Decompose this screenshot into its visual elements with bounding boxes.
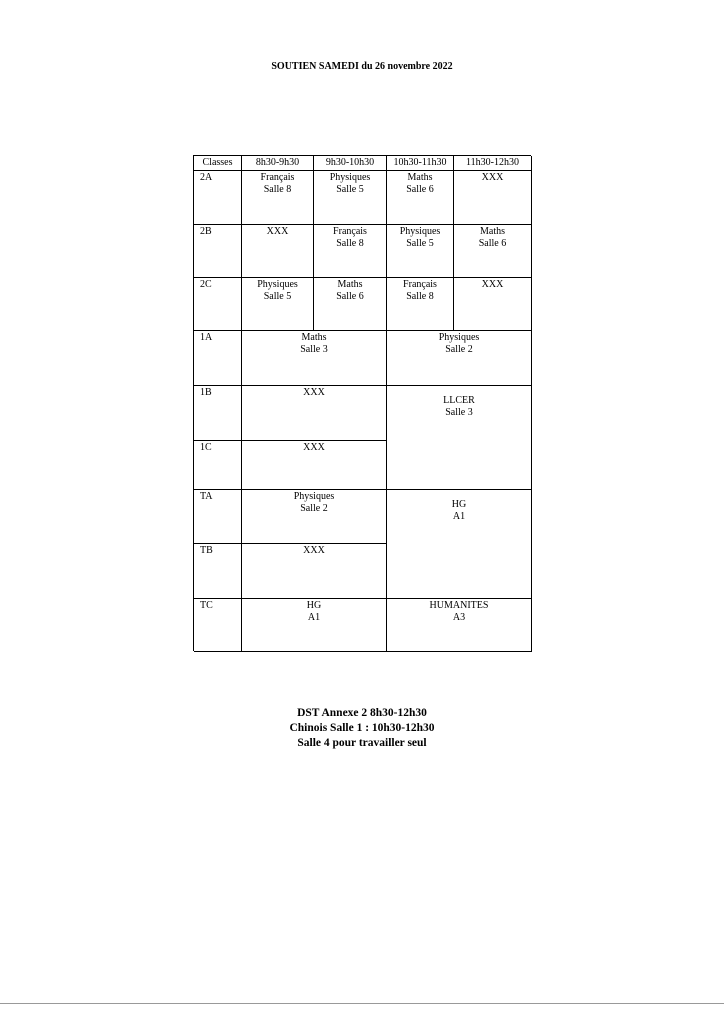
cell-tc-morning: HG A1 — [242, 599, 387, 652]
cell-2c-slot-4: XXX — [454, 278, 532, 331]
cell-2c-slot-2: Maths Salle 6 — [314, 278, 387, 331]
cell-2a-slot-3: Maths Salle 6 — [387, 171, 454, 225]
schedule-table — [193, 155, 531, 651]
header-classes: Classes — [194, 156, 242, 171]
class-label-ta: TA — [194, 490, 242, 544]
cell-2a-slot-4: XXX — [454, 171, 532, 225]
cell-tb-morning: XXX — [242, 544, 387, 599]
class-label-tb: TB — [194, 544, 242, 599]
footer-notes — [0, 706, 724, 751]
cell-1b-1c-late-morning: LLCER Salle 3 — [387, 386, 532, 490]
class-label-1c: 1C — [194, 441, 242, 490]
cell-2b-slot-4: Maths Salle 6 — [454, 225, 532, 278]
footer-salle-4: Salle 4 pour travailler seul — [297, 737, 427, 749]
cell-1b-morning: XXX — [242, 386, 387, 441]
cell-ta-morning: Physiques Salle 2 — [242, 490, 387, 544]
class-label-1a: 1A — [194, 331, 242, 386]
cell-2a-slot-2: Physiques Salle 5 — [314, 171, 387, 225]
cell-2c-slot-3: Français Salle 8 — [387, 278, 454, 331]
header-slot-4: 11h30-12h30 — [454, 156, 532, 171]
class-label-2b: 2B — [194, 225, 242, 278]
footer-dst: DST Annexe 2 8h30-12h30 — [297, 707, 427, 719]
class-label-tc: TC — [194, 599, 242, 652]
cell-2b-slot-1: XXX — [242, 225, 314, 278]
class-label-2c: 2C — [194, 278, 242, 331]
cell-2b-slot-2: Français Salle 8 — [314, 225, 387, 278]
cell-tc-late-morning: HUMANITES A3 — [387, 599, 532, 652]
cell-ta-tb-late-morning: HG A1 — [387, 490, 532, 599]
class-label-1b: 1B — [194, 386, 242, 441]
cell-2c-slot-1: Physiques Salle 5 — [242, 278, 314, 331]
cell-2b-slot-3: Physiques Salle 5 — [387, 225, 454, 278]
header-slot-1: 8h30-9h30 — [242, 156, 314, 171]
class-label-2a: 2A — [194, 171, 242, 225]
footer-chinois: Chinois Salle 1 : 10h30-12h30 — [289, 722, 435, 734]
header-slot-3: 10h30-11h30 — [387, 156, 454, 171]
page-bottom-rule — [0, 1003, 724, 1004]
cell-1a-late-morning: Physiques Salle 2 — [387, 331, 532, 386]
document-title: SOUTIEN SAMEDI du 26 novembre 2022 — [271, 61, 453, 72]
cell-2a-slot-1: Français Salle 8 — [242, 171, 314, 225]
header-slot-2: 9h30-10h30 — [314, 156, 387, 171]
cell-1c-morning: XXX — [242, 441, 387, 490]
cell-1a-morning: Maths Salle 3 — [242, 331, 387, 386]
